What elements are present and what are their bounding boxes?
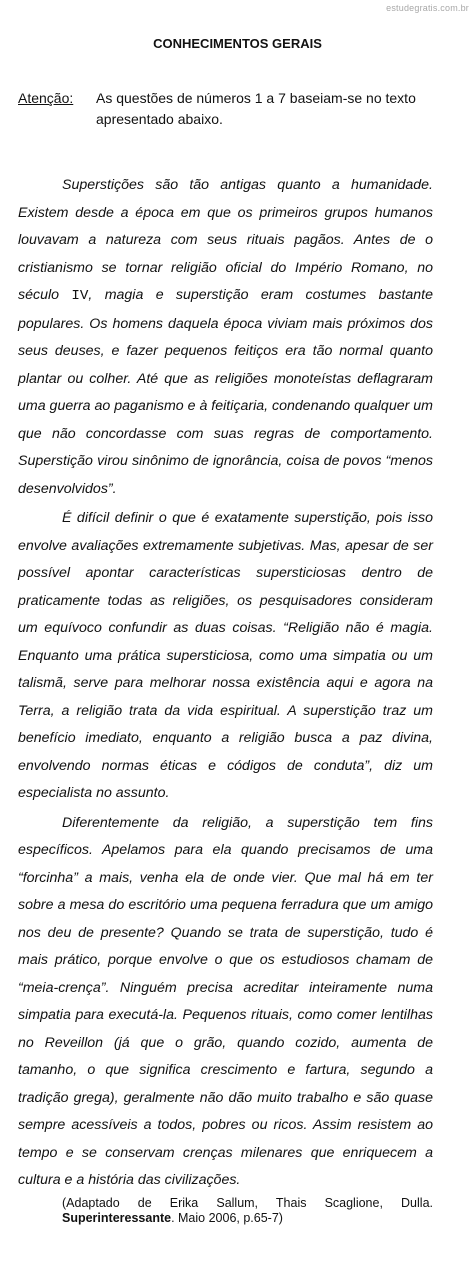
- roman-numeral: IV: [71, 288, 89, 304]
- paragraph-3: Diferentemente da religião, a superstição tem fins específicos. Apelamos para ela quando precisamos de uma “forcinha” a mais, venha ela de onde vier. Que mal há em ter sobre a mesa do escritório uma pequena ferradura que um amigo nos deu de presente? Quando se trata de superstição, tudo é mais prático, porque envolve o que os estudiosos chamam de “meia-crença”. Ninguém precisa acreditar inteiramente numa simpatia para executá-la. Pequenos rituais, como comer lentilhas no Reveillon (já que o grão, quando cozido, aumenta de tamanho, o que significa crescimento e fartura, segundo a tradição grega), geralmente não dão muito trabalho e são quase sempre acessíveis a todos, pobres ou ricos. Assim resistem ao tempo e se conservam crenças milenares que enriquecem a cultura e a história das civilizações.: [18, 814, 433, 1188]
- reading-text: [18, 172, 433, 1195]
- page-title: CONHECIMENTOS GERAIS: [153, 36, 322, 51]
- source-magazine: Superinteressante: [62, 1211, 172, 1225]
- attention-text: As questões de números 1 a 7 baseiam-se no texto apresentado abaixo.: [96, 90, 416, 127]
- source-prefix: (Adaptado de Erika Sallum, Thais Scaglione, Dulla.: [62, 1196, 433, 1210]
- site-watermark: estudegratis.com.br: [386, 3, 469, 13]
- source-suffix: . Maio 2006, p.65-7): [171, 1211, 283, 1225]
- paragraph-1-part-1: Superstições são tão antigas quanto a humanidade. Existem desde a época em que os primeiros grupos humanos louvavam a natureza com seus rituais pagãos. Antes de o cristianismo se tornar religião oficial do Império Romano, no século: [18, 177, 433, 303]
- attention-note: [18, 88, 438, 130]
- attention-label: Atenção:: [18, 90, 74, 106]
- paragraph-1: [18, 172, 433, 503]
- paragraph-2: É difícil definir o que é exatamente superstição, pois isso envolve avaliações extremamente subjetivas. Mas, apesar de ser possível apontar características supersticiosas dentro de praticamente todas as religiões, os pesquisadores consideram um equívoco confundir as duas coisas. “Religião não é magia. Enquanto uma prática supersticiosa, como uma simpatia ou um talismã, serve para melhorar nossa existência aqui e agora na Terra, a religião trata da vida espiritual. A superstição traz um benefício imediato, enquanto a religião busca a paz divina, envolvendo normas éticas e códigos de conduta”, diz um especialista no assunto.: [18, 510, 433, 801]
- source-citation: [62, 1196, 433, 1226]
- paragraph-1-part-2: , magia e superstição eram costumes bastante populares. Os homens daquela época viviam mais próximos dos seus deuses, e fazer pequenos feitiços era tão normal quanto plantar ou colher. Até que as religiões monoteístas deflagraram uma guerra ao paganismo e à feitiçaria, condenando qualquer um que não concordasse com suas regras de comportamento. Superstição virou sinônimo de ignorância, coisa de povos “menos desenvolvidos”.: [18, 287, 433, 497]
